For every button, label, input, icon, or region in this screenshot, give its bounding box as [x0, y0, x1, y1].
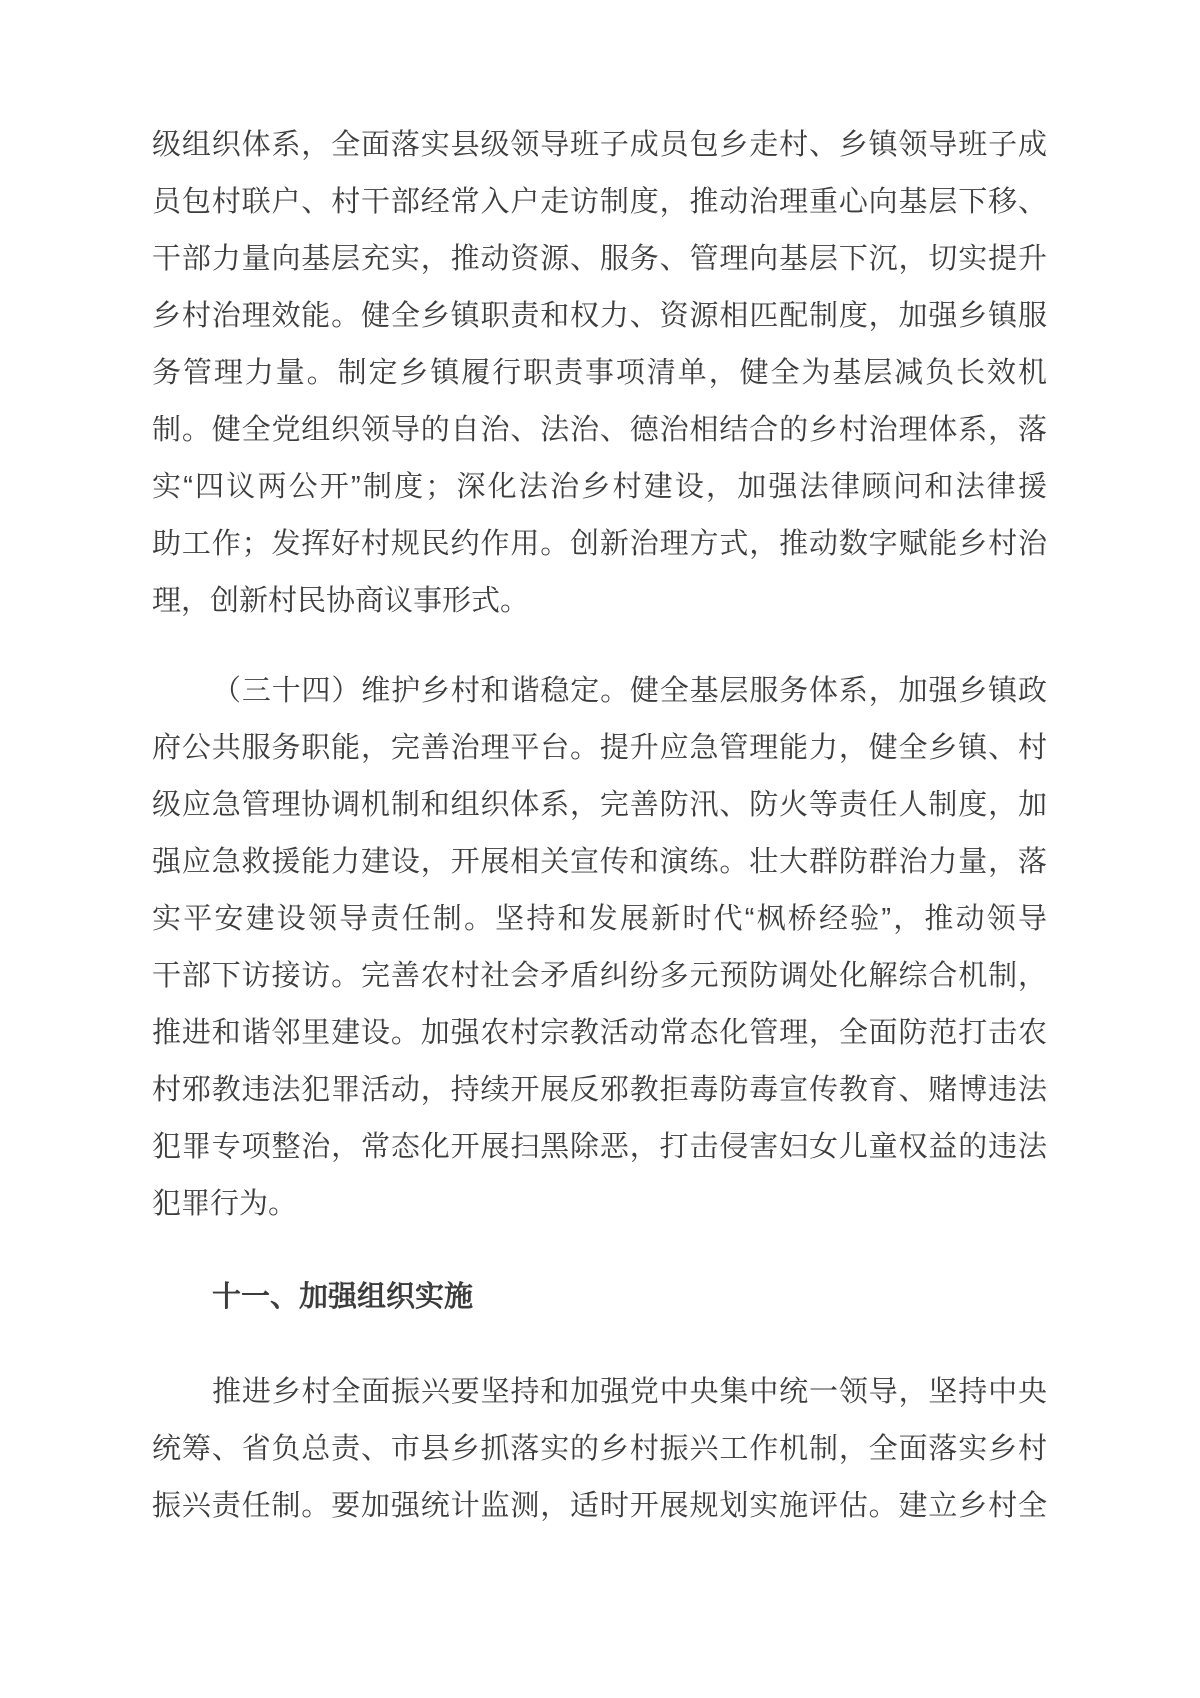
text-line: 实平安建设领导责任制。坚持和发展新时代“枫桥经验”，推动领导	[152, 903, 1047, 935]
text-line: 制。健全党组织领导的自治、法治、德治相结合的乡村治理体系，落	[152, 414, 1047, 446]
text-line: 助工作；发挥好村规民约作用。创新治理方式，推动数字赋能乡村治	[152, 528, 1047, 560]
text-line: 级应急管理协调机制和组织体系，完善防汛、防火等责任人制度，加	[152, 789, 1047, 821]
paragraph-34-rural-harmony-stability	[152, 663, 1047, 1233]
text-line: 犯罪行为。	[152, 1188, 298, 1220]
text-line: 统筹、省负总责、市县乡抓落实的乡村振兴工作机制，全面落实乡村	[152, 1433, 1047, 1465]
text-line: 员包村联户、村干部经常入户走访制度，推动治理重心向基层下移、	[152, 186, 1047, 218]
text-line: 务管理力量。制定乡镇履行职责事项清单，健全为基层减负长效机	[152, 357, 1047, 389]
text-line: 干部力量向基层充实，推动资源、服务、管理向基层下沉，切实提升	[152, 243, 1047, 275]
heading-section-eleven-strengthen-implementation: 十一、加强组织实施	[212, 1281, 474, 1313]
document-body	[152, 117, 1047, 1535]
text-line: 理，创新村民协商议事形式。	[152, 585, 530, 617]
text-line: 干部下访接访。完善农村社会矛盾纠纷多元预防调处化解综合机制，	[152, 960, 1047, 992]
text-line: 振兴责任制。要加强统计监测，适时开展规划实施评估。建立乡村全	[152, 1490, 1047, 1522]
text-line: 村邪教违法犯罪活动，持续开展反邪教拒毒防毒宣传教育、赌博违法	[152, 1074, 1047, 1106]
paragraph-implementation-leadership	[152, 1364, 1047, 1535]
text-line: 府公共服务职能，完善治理平台。提升应急管理能力，健全乡镇、村	[152, 732, 1047, 764]
text-line: 乡村治理效能。健全乡镇职责和权力、资源相匹配制度，加强乡镇服	[152, 300, 1047, 332]
text-line: 实“四议两公开”制度；深化法治乡村建设，加强法律顾问和法律援	[152, 471, 1047, 503]
paragraph-grassroots-governance-continued	[152, 117, 1047, 630]
text-line: 级组织体系，全面落实县级领导班子成员包乡走村、乡镇领导班子成	[152, 129, 1047, 161]
text-line: （三十四）维护乡村和谐稳定。健全基层服务体系，加强乡镇政	[212, 675, 1047, 707]
text-line: 推进乡村全面振兴要坚持和加强党中央集中统一领导，坚持中央	[212, 1376, 1047, 1408]
text-line: 推进和谐邻里建设。加强农村宗教活动常态化管理，全面防范打击农	[152, 1017, 1047, 1049]
text-line: 强应急救援能力建设，开展相关宣传和演练。壮大群防群治力量，落	[152, 846, 1047, 878]
text-line: 犯罪专项整治，常态化开展扫黑除恶，打击侵害妇女儿童权益的违法	[152, 1131, 1047, 1163]
